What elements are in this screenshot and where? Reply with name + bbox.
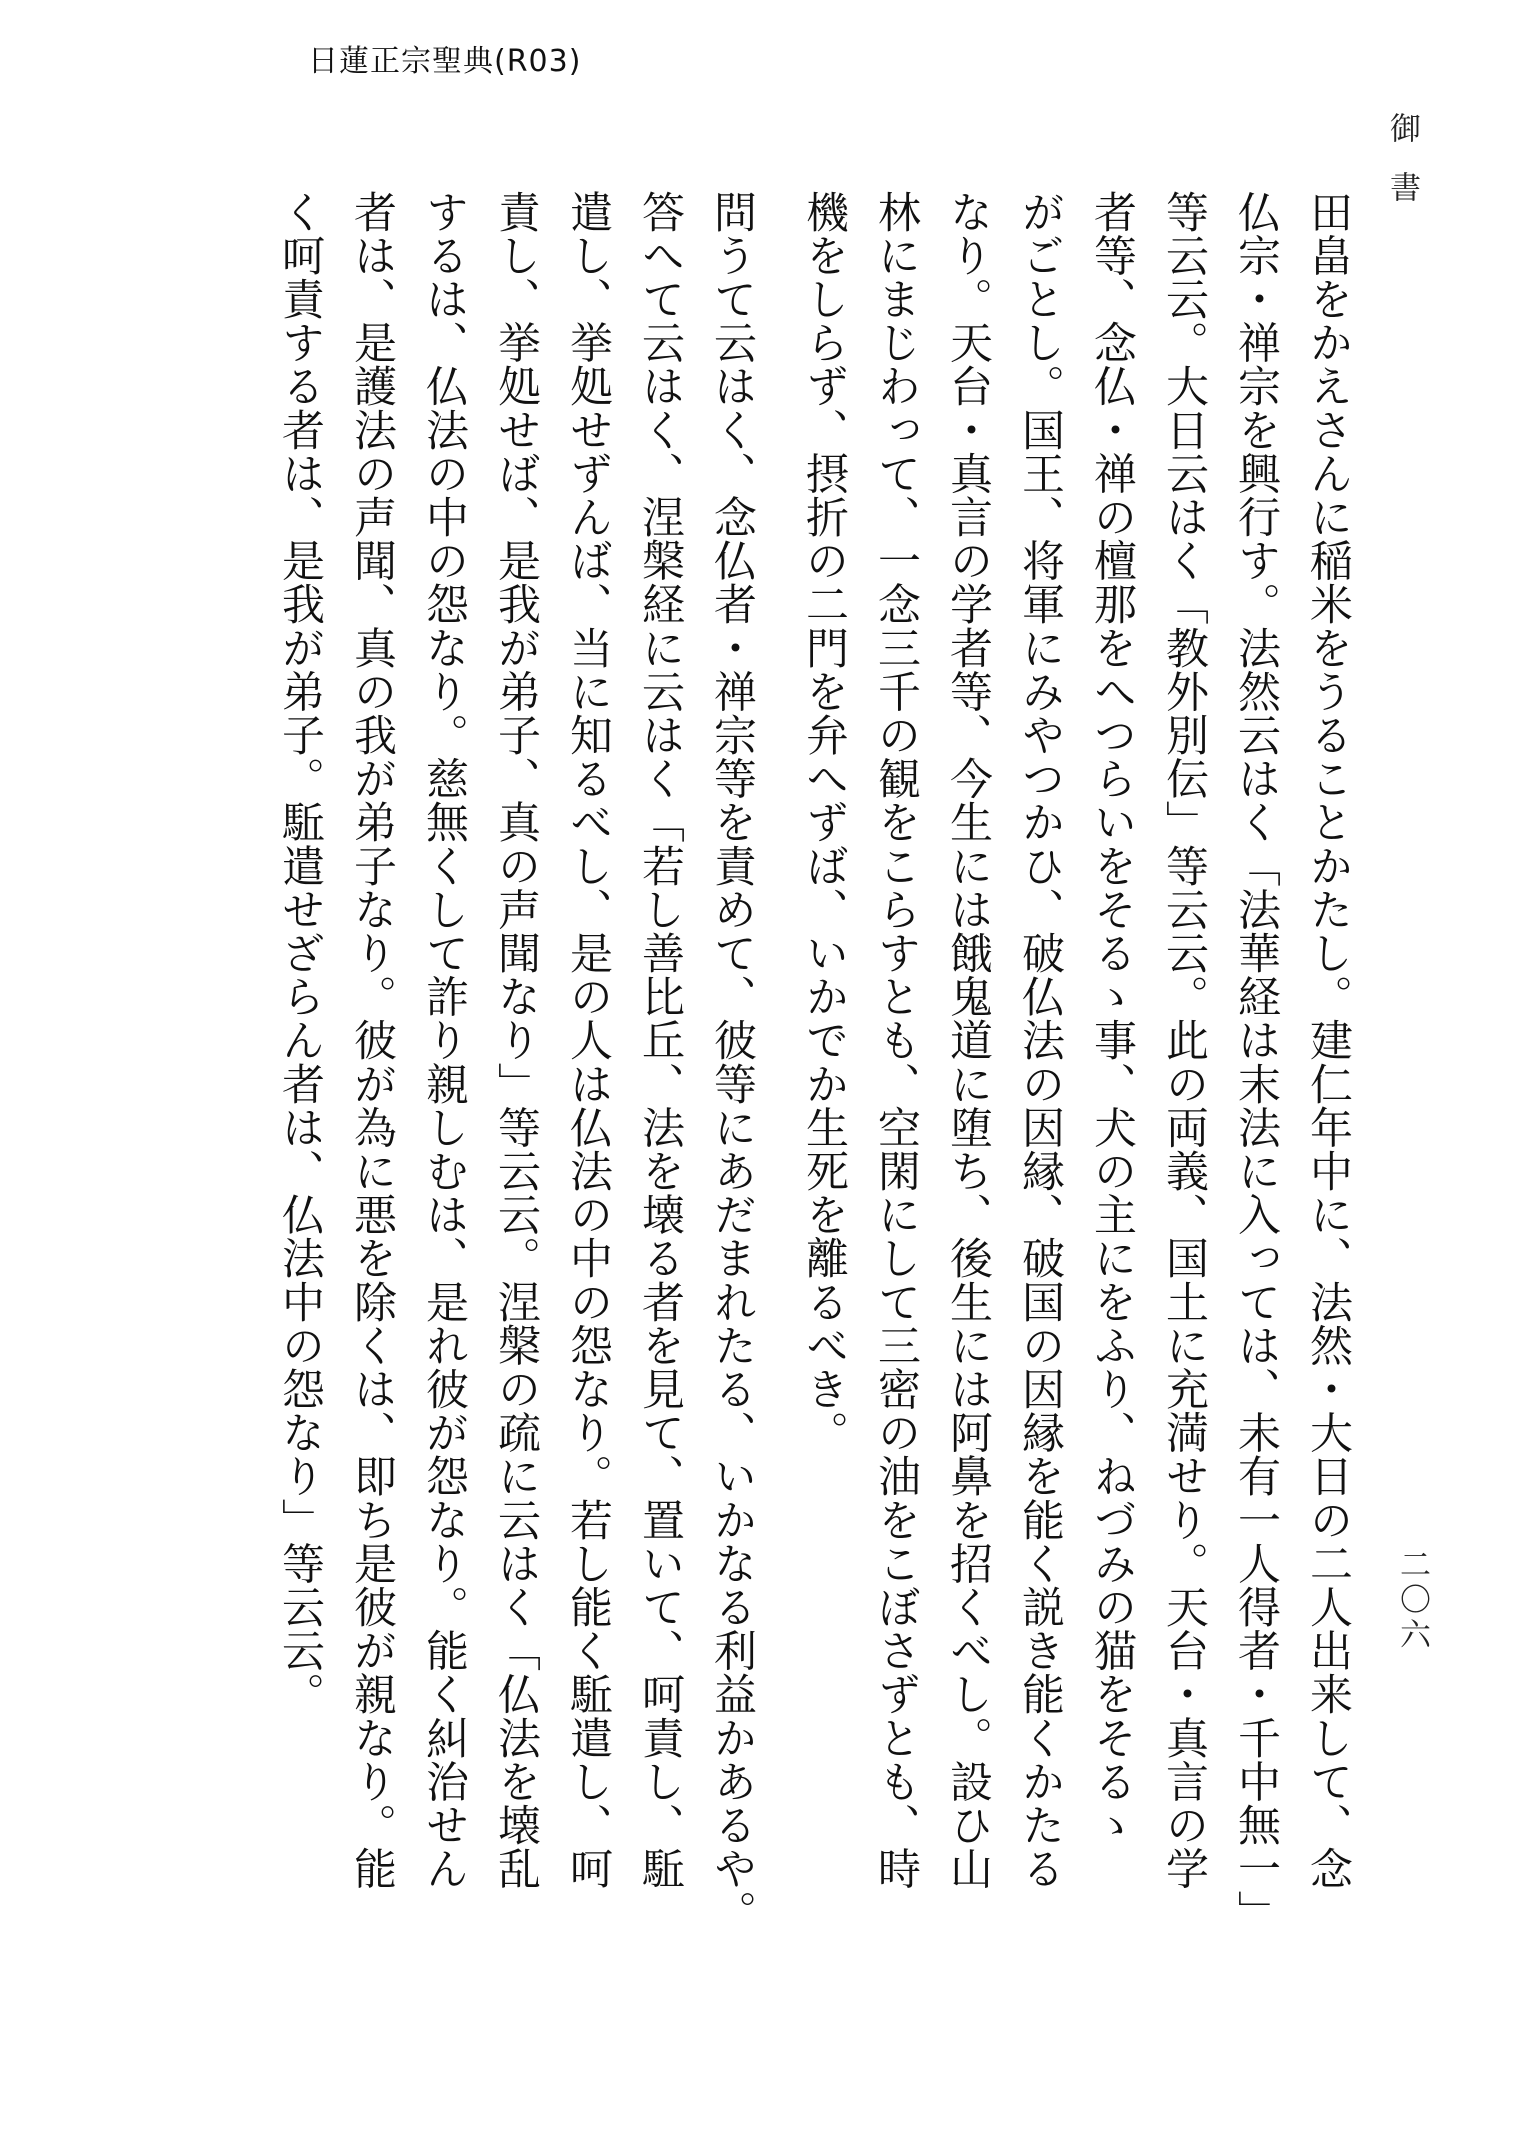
text-line-9: 問うて云はく、念仏者・禅宗等を責めて、彼等にあだまれたる、いかなる利益かあるや。	[707, 190, 757, 1934]
text-line-14: 者は、是護法の声聞、真の我が弟子なり。彼が為に悪を除くは、即ち是彼が親なり。能	[347, 190, 397, 1891]
text-line-2: 仏宗・禅宗を興行す。法然云はく「法華経は末法に入っては、未有一人得者・千中無一」	[1231, 190, 1281, 1934]
text-line-5: がごとし。国王、将軍にみやつかひ、破仏法の因縁、破国の因縁を能く説き能くかたる	[1015, 190, 1065, 1891]
text-line-7: 林にまじわって、一念三千の観をこらすとも、空閑にして三密の油をこぼさずとも、時	[871, 190, 921, 1891]
text-line-10: 答へて云はく、涅槃経に云はく「若し善比丘、法を壊る者を見て、置いて、呵責し、駈	[635, 190, 685, 1891]
text-line-4: 者等、念仏・禅の檀那をへつらいをそるゝ事、犬の主にをふり、ねづみの猫をそるゝ	[1087, 190, 1137, 1847]
text-line-3: 等云云。大日云はく「教外別伝」等云云。此の両義、国土に充満せり。天台・真言の学	[1159, 190, 1209, 1891]
body-text	[264, 190, 1364, 1970]
section-label: 御書	[1384, 112, 1420, 230]
paragraph-gap	[768, 190, 788, 1970]
text-line-1: 田畠をかえさんに稲米をうることかたし。建仁年中に、法然・大日の二人出来して、念	[1303, 190, 1353, 1891]
text-line-13: するは、仏法の中の怨なり。慈無くして詐り親しむは、是れ彼が怨なり。能く糾治せん	[419, 190, 469, 1891]
text-line-6: なり。天台・真言の学者等、今生には餓鬼道に堕ち、後生には阿鼻を招くべし。設ひ山	[943, 190, 993, 1891]
text-line-8: 機をしらず、摂折の二門を弁へずば、いかでか生死を離るべき。	[799, 190, 849, 1455]
document-header-title: 日蓮正宗聖典(R03)	[308, 44, 582, 79]
text-line-11: 遣し、挙処せずんば、当に知るべし、是の人は仏法の中の怨なり。若し能く駈遣し、呵	[563, 190, 613, 1891]
page-number: 二〇六	[1394, 1548, 1430, 1653]
text-line-12: 責し、挙処せば、是我が弟子、真の声聞なり」等云云。涅槃の疏に云はく「仏法を壊乱	[491, 190, 541, 1891]
text-line-15: く呵責する者は、是我が弟子。駈遣せざらん者は、仏法中の怨なり」等云云。	[275, 190, 325, 1716]
